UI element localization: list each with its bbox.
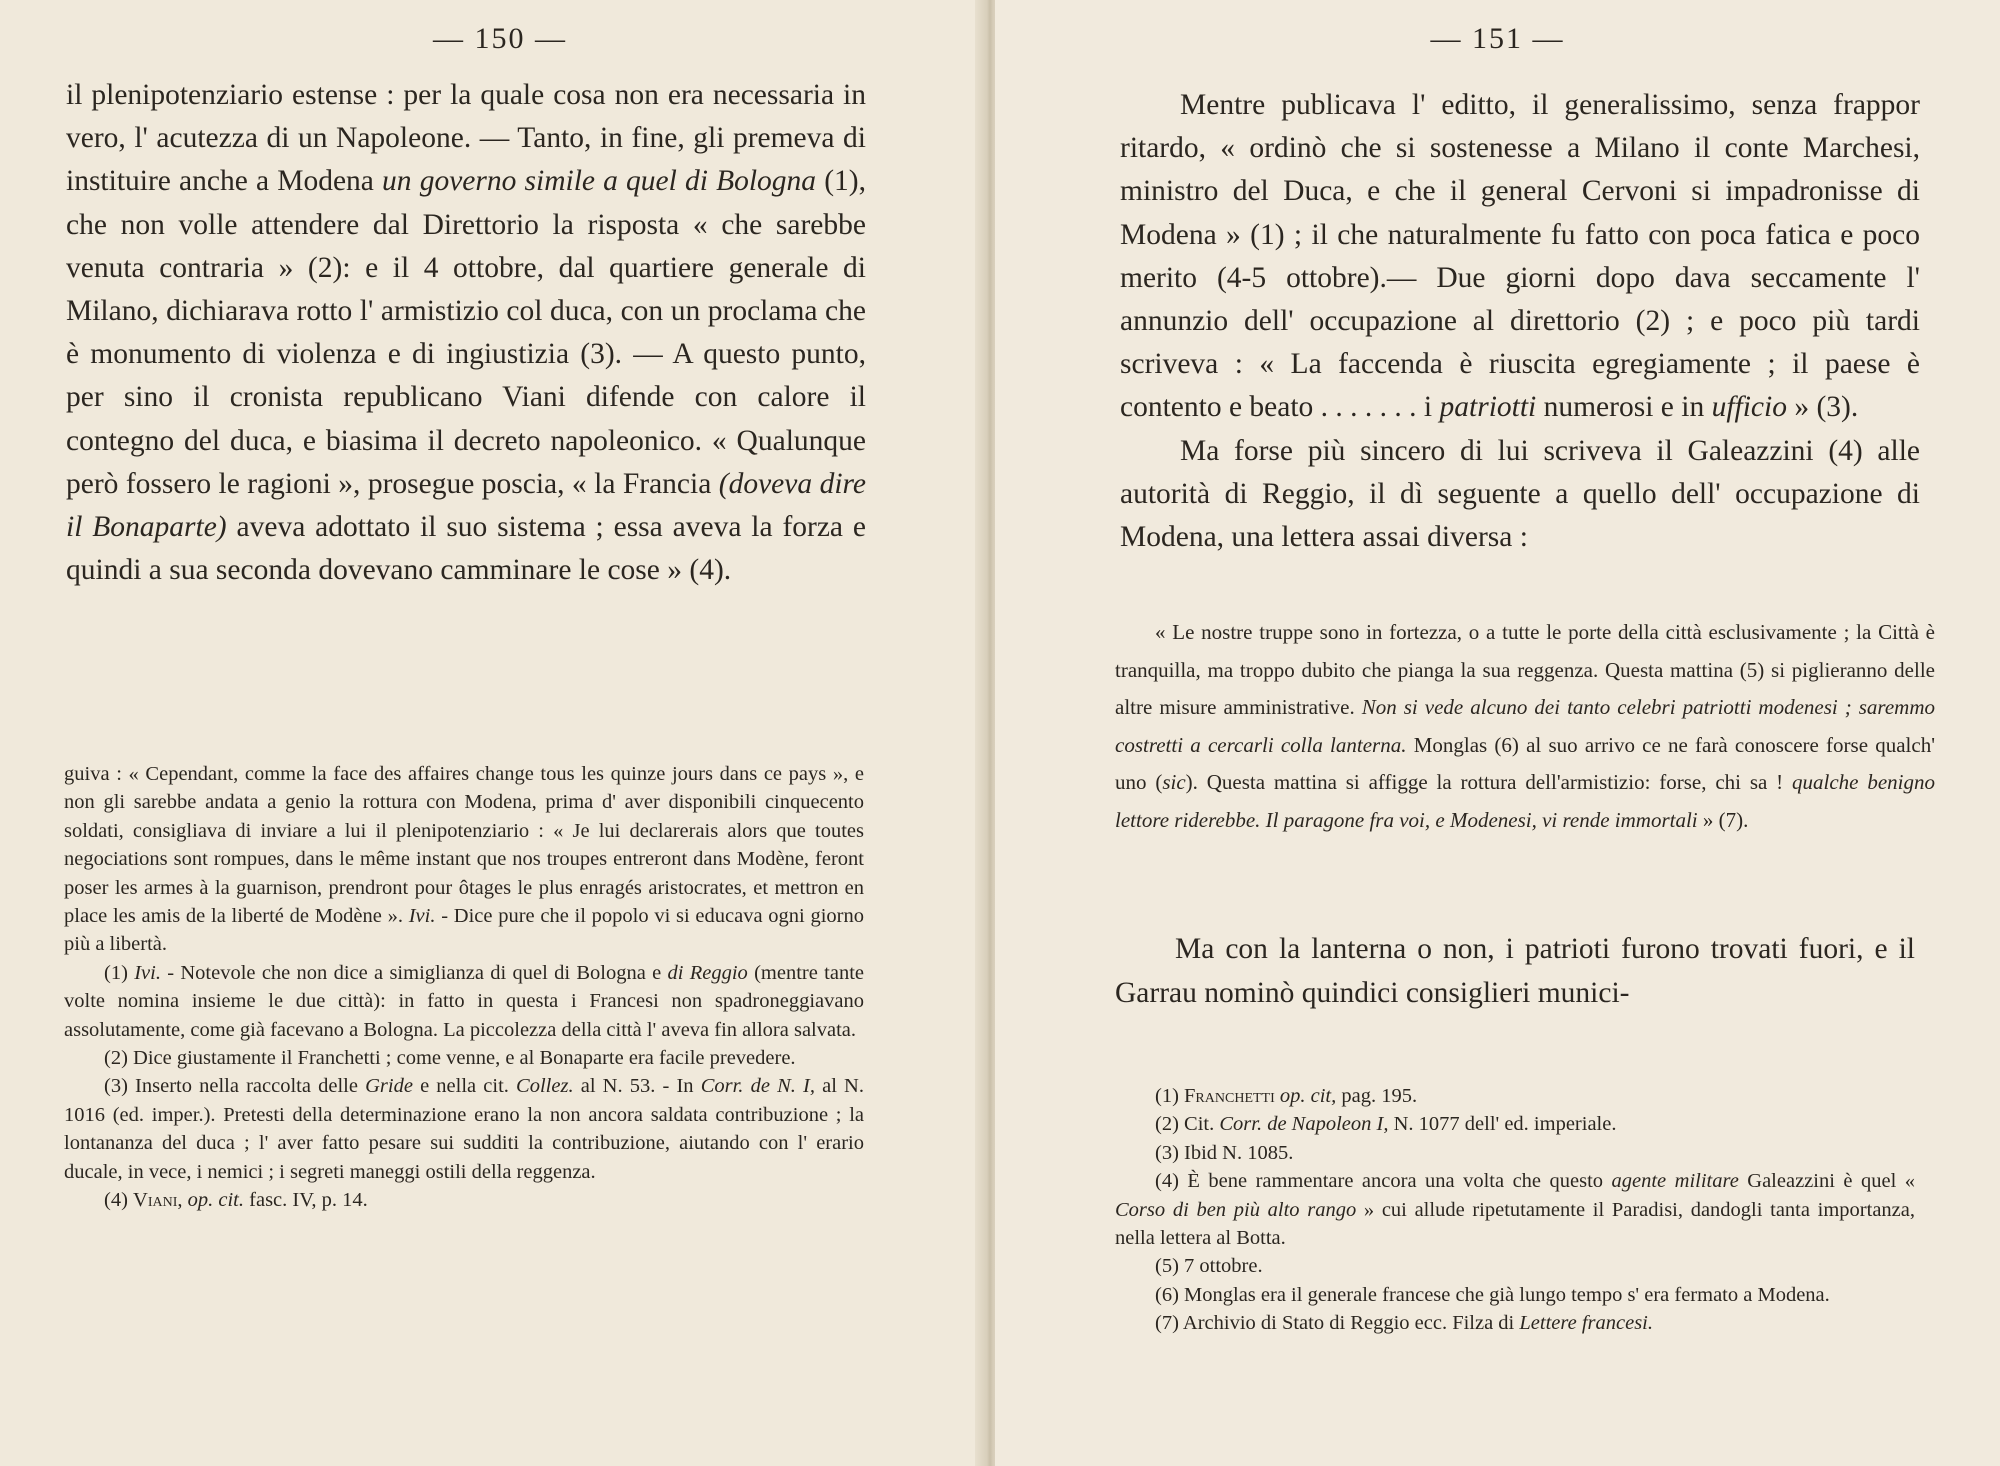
footnote-4: (4) È bene rammentare ancora una volta che questo agente militare Galeazzini è quel « Corso di ben più alto rango » cui allude ripetutamente il Paradisi, dandogli tanta importanza, nella lettera al Botta. xyxy=(1115,1170,1915,1250)
left-footnotes xyxy=(64,760,864,1215)
footnote-7: (7) Archivio di Stato di Reggio ecc. Filza di Lettere francesi. xyxy=(1155,1312,1653,1335)
footnote-3: (3) Ibid N. 1085. xyxy=(1155,1141,1294,1164)
footnote-1: (1) Franchetti op. cit, pag. 195. xyxy=(1155,1085,1418,1107)
footnote-3: (3) Inserto nella raccolta delle Gride e nella cit. Collez. al N. 53. - In Corr. de N. I, al N. 1016 (ed. imper.). Pretesti della determinazione erano la non ancora saldata contribuzione ; la lontananza del duca ; l' aver fatto pesare sui sudditi la contribuzione, aiutando con l' erario ducale, in vece, i nemici ; i segreti maneggi ostili della reggenza. xyxy=(64,1075,864,1183)
right-body-paragraph-3: Ma con la lanterna o non, i patrioti furono trovati fuori, e il Garrau nominò quindici consiglieri munici- xyxy=(1115,933,1915,1009)
right-page xyxy=(995,0,2000,1466)
left-body-paragraph: il plenipotenziario estense : per la quale cosa non era necessaria in vero, l' acutezza di un Napoleone. — Tanto, in fine, gli premeva di instituire anche a Modena un governo simile a quel di Bologna (1), che non volle attendere dal Direttorio la risposta « che sarebbe venuta contraria » (2): e il 4 ottobre, dal quartiere generale di Milano, dichiarava rotto l' armistizio col duca, con un proclama che è monumento di violenza e di ingiustizia (3). — A questo punto, per sino il cronista republicano Viani difende con calore il contegno del duca, e biasima il decreto napoleonico. « Qualunque però fossero le ragioni », prosegue poscia, « la Francia (doveva dire il Bonaparte) aveva adottato il suo sistema ; essa aveva la forza e quindi a sua seconda dovevano camminare le cose » (4). xyxy=(66,79,866,587)
page-number-150: — 150 — xyxy=(433,22,567,55)
footnote-continued: guiva : « Cependant, comme la face des affaires change tous les quinze jours dans ce pays », e non gli sarebbe andata a genio la rottura con Modena, prima d' aver disponibili cinquecento soldati, consigliava di inviare a lui il plenipotenziario : « Je lui declarerais alors que toutes negociations sont rompues, dans le même instant que nos troupes entreront dans Modène, feront poser les armes à la guarnison, prendront pour ôtages le plus enragés aristocrates, et mettron en place les amis de la liberté de Modène ». Ivi. - Dice pure che il popolo vi si educava ogni giorno più a libertà. xyxy=(64,763,865,956)
footnote-5: (5) 7 ottobre. xyxy=(1155,1255,1263,1278)
left-page xyxy=(0,0,990,1466)
letter-quotation xyxy=(1115,614,1935,839)
right-body-paragraph-2: Ma forse più sincero di lui scriveva il Galeazzini (4) alle autorità di Reggio, il dì seguente a quello dell' occupazione di Modena, una lettera assai diversa : xyxy=(1120,434,1920,554)
right-footnotes xyxy=(1115,1082,1915,1338)
footnote-4: (4) Viani, op. cit. fasc. IV, p. 14. xyxy=(104,1189,368,1212)
footnote-6: (6) Monglas era il generale francese che già lungo tempo s' era fermato a Modena. xyxy=(1155,1283,1830,1306)
right-body-text xyxy=(1120,84,1920,559)
right-body-paragraph-1: Mentre publicava l' editto, il generalissimo, senza frappor ritardo, « ordinò che si sostenesse a Milano il conte Marchesi, ministro del Duca, e che il general Cervoni si impadronisse di Modena » (1) ; il che naturalmente fu fatto con poca fatica e poco merito (4-5 ottobre).— Due giorni dopo dava seccamente l' annunzio dell' occupazione al direttorio (2) ; e poco più tardi scriveva : « La faccenda è riuscita egregiamente ; il paese è contento e beato . . . . . . . i patriotti numerosi e in ufficio » (3). xyxy=(1120,89,1920,424)
page-number-151: — 151 — xyxy=(1430,22,1565,55)
quotation-text: « Le nostre truppe sono in fortezza, o a tutte le porte della città esclusivamente ; la Città è tranquilla, ma troppo dubito che pianga la sua reggenza. Questa mattina (5) si piglieranno delle altre misure amministrative. Non si vede alcuno dei tanto celebri patriotti modenesi ; saremmo costretti a cercarli colla lanterna. Monglas (6) al suo arrivo ce ne farà conoscere forse qualch' uno (sic). Questa mattina si affigge la rottura dell'armistizio: forse, chi sa ! qualche benigno lettore riderebbe. Il paragone fra voi, e Modenesi, vi rende immortali » (7). xyxy=(1115,620,1935,832)
footnote-2: (2) Dice giustamente il Franchetti ; come venne, e al Bonaparte era facile prevedere. xyxy=(104,1047,796,1070)
left-body-text xyxy=(66,74,866,592)
footnote-2: (2) Cit. Corr. de Napoleon I, N. 1077 dell' ed. imperiale. xyxy=(1155,1113,1617,1136)
footnote-1: (1) Ivi. - Notevole che non dice a simiglianza di quel di Bologna e di Reggio (mentre tante volte nomina insieme le due città): in fatto in questa i Francesi non spadroneggiavano assolutamente, come già facevano a Bologna. La piccolezza della città l' aveva fin allora salvata. xyxy=(64,961,864,1041)
